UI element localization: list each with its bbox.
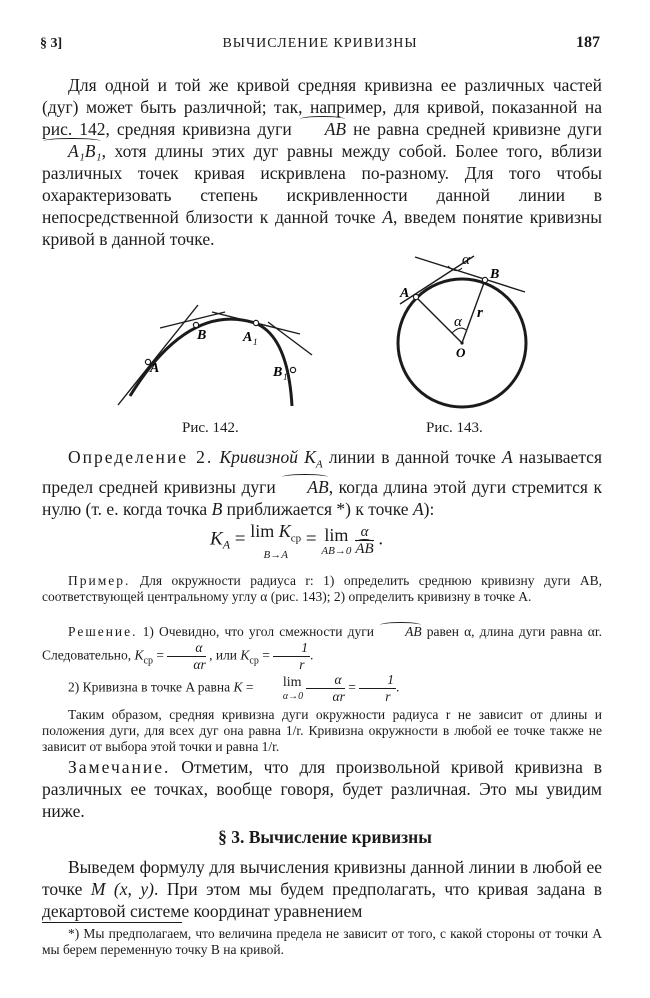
definition-point-b: B [211,498,223,519]
lim-sub-1: B→A [263,548,288,561]
solution-eq-1: = [153,647,168,663]
solution-num-1: α [167,640,205,657]
conclusion: Таким образом, средняя кривизна дуги окружности радиуса r не зависит от длины и положения дуги, для всех дуг она равна 1/r. Кривизна окружности в любой ее точке также не зависит от выбора этой точки и равна 1/r. [42,707,602,754]
running-header [40,36,600,58]
solution-part-2 [42,672,602,705]
solution2-lim-sub: α→0 [282,690,304,702]
solution2-eq-2: = [344,679,360,695]
point-b1-marker [290,367,295,372]
definition [42,446,602,520]
definition-symbol: K [304,447,316,467]
solution-text-1: 1) Очевидно, что угол смежности дуги [137,624,380,639]
intro-text-2: не равна средней кривизне дуги [346,119,602,139]
label-a1-sub: 1 [253,337,258,347]
section3-text-2: . При этом мы будем предполагать, что кривая задана в декартовой системе координат уравнением [42,879,602,921]
example [42,573,602,605]
point-b-marker [482,277,487,282]
solution2-fraction-2 [359,672,396,705]
definition-point-a: A [412,498,424,519]
solution-eq-2: = [258,647,274,663]
caption-fig-143: Рис. 143. [426,420,483,436]
lim-sub-2: AB→0 [321,544,352,557]
page-number: 187 [576,34,600,51]
solution-lead: Решение. [68,624,138,639]
solution-k1-sub: ср [143,655,153,667]
label-b: B [197,328,207,343]
solution2-lim-word: lim [282,674,302,690]
definition-text-2: называется предел средней кривизны дуги [42,447,602,497]
example-lead: Пример. [68,573,131,588]
definition-arc: AB [281,476,328,498]
label-b: B [490,267,500,282]
solution-mid: , или [205,647,241,663]
solution2-end: . [395,679,400,695]
intro-text-1: Для одной и той же кривой средняя кривизна ее различных частей (дуг) может быть различной; так, например, для кривой, показанной на рис. 142, средняя кривизна дуги [42,75,602,139]
label-alpha-center: α [454,314,462,330]
solution-arc: AB [379,624,422,640]
definition-text-3: , когда длина этой дуги стремится к нулю (т. е. когда точка [42,476,602,519]
remark-text: Отметим, что для произвольной кривой кривизна в различных ее точках, вообще говоря, будет различная. Это мы увидим ниже. [42,757,602,821]
lim-word-1: lim [250,521,275,541]
paragraph-section-3 [42,856,602,922]
fraction-numerator: α [355,524,373,541]
footnote-rule [42,922,182,923]
section3-text-1: Выведем формулу для вычисления кривизны данной линии в любой ее точке [42,857,602,899]
label-b1: B [273,365,283,380]
solution-num-2: 1 [273,640,310,657]
running-title: ВЫЧИСЛЕНИЕ КРИВИЗНЫ [222,36,418,51]
solution2-num-1: α [306,672,344,689]
solution-k1: K [134,647,144,663]
fraction-denominator: AB [355,541,374,558]
label-a: A [150,361,160,376]
solution-text-2: равен α, длина дуги равна αr. Следовательно, [42,624,602,663]
label-b1-sub: 1 [283,372,288,382]
point-b-marker [193,322,198,327]
label-alpha-top: α [462,252,470,268]
solution2-den-1: αr [332,689,345,704]
solution-k2: K [240,647,250,663]
arc-ab: AB [299,118,346,140]
formula-lim-2 [321,525,351,557]
formula-eq-2: = [301,528,322,550]
solution2-fraction-1 [306,672,344,705]
formula-lim-1 [250,521,301,561]
footnote: *) Мы предполагаем, что величина предела не зависит от того, с какой стороны от точки A мы берем переменную точку B на кривой. [42,926,602,957]
solution2-den-2: r [385,689,391,704]
definition-lead: Определение 2. [68,447,214,467]
formula-end: . [373,528,384,550]
kcp-sub: ср [290,532,302,545]
solution-fraction-1 [167,640,205,673]
label-a1: A [243,330,253,345]
section-heading: § 3. Вычисление кривизны [218,827,432,847]
tangent-a [118,305,198,405]
solution-k2-sub: ср [249,655,259,667]
intro-text-4: , введем понятие кривизны кривой в данной точке. [42,207,602,249]
definition-symbol-sub: A [315,458,323,471]
remark-lead: Замечание. [68,757,171,777]
point-a-marker [413,294,418,299]
label-a: A [400,286,410,301]
point-a1-marker [253,320,258,325]
intro-text-3: , хотя длины этих дуг равны между собой. Более того, вблизи различных точек кривая искривлена по-разному. Для того чтобы охарактеризовать степень искривленности данной линии в непосредственной близости к данной точке [42,141,602,227]
kcp-symbol: K [278,521,291,541]
remark [42,756,602,822]
formula-eq-1: = [230,528,251,550]
solution-fraction-2 [273,640,310,673]
definition-point: A [502,447,513,467]
solution [42,624,602,673]
solution2-lim [257,675,303,703]
example-text: Для окружности радиуса r: 1) определить среднюю кривизну дуги AB, соответствующей центральному углу α (рис. 143); 2) определить кривизну в точке A. [42,573,602,604]
solution2-eq: = [242,679,257,695]
lim-word-2: lim [324,524,349,545]
solution-den-2: r [299,657,305,672]
solution2-k: K [233,679,243,695]
curvature-formula [210,521,450,567]
solution-den-1: αr [193,657,206,672]
formula-lhs: K [210,528,223,550]
section3-point: M (x, y) [90,879,154,899]
definition-term: Кривизной [219,447,298,467]
definition-text-4: приближается *) к точке [222,498,413,519]
solution2-num-2: 1 [359,672,396,689]
label-o: O [456,345,466,360]
label-r: r [477,305,483,321]
paragraph-intro [42,74,602,250]
definition-text-1: линии в данной точке [322,447,503,467]
caption-fig-142: Рис. 142. [182,420,239,436]
section-ref: § 3] [40,36,63,51]
solution2-text: 2) Кривизна в точке A равна [68,679,234,695]
arc-a1b1: A₁B₁ [42,140,102,162]
point-a: A [382,207,394,227]
solution-end: . [310,647,314,663]
figure-142 [100,300,330,415]
figure-143 [390,245,540,415]
formula-fraction [355,524,373,557]
definition-text-5: ): [423,498,435,519]
formula-lhs-sub: A [222,537,231,552]
